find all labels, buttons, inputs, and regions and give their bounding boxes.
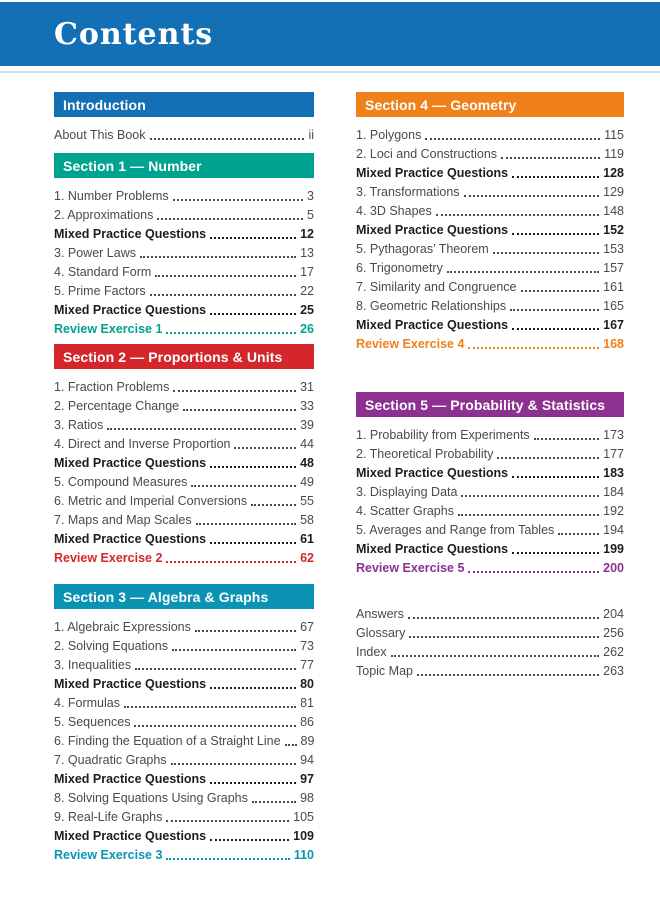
- toc-entry-page: 25: [300, 303, 314, 317]
- toc-entry-label: Review Exercise 4: [356, 337, 465, 351]
- leader-dots: [285, 744, 297, 746]
- leader-dots: [468, 571, 599, 573]
- toc-entry-page: 192: [603, 504, 624, 518]
- leader-dots: [210, 466, 296, 468]
- toc-entries: [54, 617, 314, 864]
- toc-mixed-practice-row: [356, 539, 624, 558]
- leader-dots: [436, 214, 599, 216]
- toc-entry-row: [54, 510, 314, 529]
- toc-entry-label: 7. Similarity and Congruence: [356, 280, 517, 294]
- toc-entry-page: 262: [603, 645, 624, 659]
- toc-mixed-practice-row: [54, 300, 314, 319]
- toc-entry-page: 109: [293, 829, 314, 843]
- toc-entry-page: 22: [300, 284, 314, 298]
- toc-entry-page: 48: [300, 456, 314, 470]
- toc-entry-page: 61: [300, 532, 314, 546]
- leader-dots: [497, 457, 599, 459]
- toc-entry-label: 1. Fraction Problems: [54, 380, 170, 394]
- toc-entry-page: 129: [603, 185, 624, 199]
- leader-dots: [196, 523, 297, 525]
- leader-dots: [493, 252, 599, 254]
- section-banner-introduction: Introduction: [54, 92, 314, 117]
- toc-entry-page: 17: [300, 265, 314, 279]
- toc-section-4-geometry: [356, 92, 624, 353]
- section-banner-5: Section 5 — Probability & Statistics: [356, 392, 624, 417]
- toc-entry-page: 44: [300, 437, 314, 451]
- toc-entry-page: 152: [603, 223, 624, 237]
- leader-dots: [464, 195, 600, 197]
- page-header-banner: [0, 2, 660, 66]
- toc-entry-page: 26: [300, 322, 314, 336]
- toc-entry-page: 204: [603, 607, 624, 621]
- toc-entry-row: [356, 661, 624, 680]
- toc-entry-page: 256: [603, 626, 624, 640]
- leader-dots: [166, 561, 296, 563]
- leader-dots: [134, 725, 296, 727]
- toc-entry-label: 5. Prime Factors: [54, 284, 146, 298]
- toc-entry-label: 1. Number Problems: [54, 189, 169, 203]
- leader-dots: [166, 820, 289, 822]
- toc-entry-label: 2. Approximations: [54, 208, 154, 222]
- section-banner-1: Section 1 — Number: [54, 153, 314, 178]
- toc-entry-page: 89: [300, 734, 315, 748]
- toc-entry-page: 168: [603, 337, 624, 351]
- toc-entry-label: 4. Formulas: [54, 696, 120, 710]
- leader-dots: [447, 271, 599, 273]
- toc-entry-label: 7. Quadratic Graphs: [54, 753, 167, 767]
- toc-entry-row: [356, 296, 624, 315]
- toc-entry-label: 2. Theoretical Probability: [356, 447, 494, 461]
- toc-entry-label: Index: [356, 645, 387, 659]
- toc-entry-label: Mixed Practice Questions: [356, 542, 509, 556]
- toc-entry-page: 167: [603, 318, 624, 332]
- leader-dots: [210, 782, 296, 784]
- toc-entry-page: 128: [603, 166, 624, 180]
- toc-entry-label: 6. Finding the Equation of a Straight Line: [54, 734, 281, 748]
- toc-entry-label: 5. Sequences: [54, 715, 131, 729]
- leader-dots: [210, 687, 296, 689]
- toc-entry-row: [54, 377, 314, 396]
- toc-entries: [356, 604, 624, 680]
- toc-entry-label: 3. Ratios: [54, 418, 104, 432]
- toc-entry-row: [356, 604, 624, 623]
- toc-entry-label: Review Exercise 2: [54, 551, 163, 565]
- toc-entry-row: [356, 239, 624, 258]
- toc-entry-label: Mixed Practice Questions: [356, 166, 509, 180]
- toc-entry-page: 119: [604, 147, 624, 161]
- leader-dots: [210, 839, 289, 841]
- toc-entry-label: Review Exercise 5: [356, 561, 465, 575]
- toc-entry-page: 73: [300, 639, 314, 653]
- toc-entry-page: 67: [300, 620, 314, 634]
- toc-entry-row: [54, 731, 314, 750]
- toc-entry-row: [54, 750, 314, 769]
- toc-entry-label: 2. Percentage Change: [54, 399, 180, 413]
- toc-entry-row: [54, 396, 314, 415]
- toc-entries: [356, 425, 624, 577]
- toc-entry-page: 31: [300, 380, 314, 394]
- toc-entry-page: 5: [307, 208, 314, 222]
- toc-mixed-practice-row: [54, 529, 314, 548]
- toc-entry-label: 7. Maps and Map Scales: [54, 513, 192, 527]
- toc-entry-page: 115: [604, 128, 624, 142]
- toc-entry-row: [356, 482, 624, 501]
- toc-entry-row: [356, 201, 624, 220]
- toc-entry-page: 80: [300, 677, 314, 691]
- toc-entry-row: [356, 144, 624, 163]
- toc-section-2-proportions-units: [54, 344, 314, 567]
- leader-dots: [191, 485, 296, 487]
- toc-entry-label: Mixed Practice Questions: [54, 829, 207, 843]
- leader-dots: [210, 237, 296, 239]
- toc-entry-row: [356, 425, 624, 444]
- toc-entry-row: [54, 636, 314, 655]
- toc-entry-row: [356, 520, 624, 539]
- toc-entry-label: Mixed Practice Questions: [356, 223, 509, 237]
- toc-entry-row: [54, 807, 314, 826]
- toc-entry-label: Review Exercise 3: [54, 848, 163, 862]
- toc-entry-page: 105: [293, 810, 314, 824]
- leader-dots: [534, 438, 599, 440]
- toc-entry-label: 3. Displaying Data: [356, 485, 458, 499]
- toc-section-endmatter: [356, 604, 624, 680]
- toc-entry-page: 39: [300, 418, 314, 432]
- toc-entry-page: 161: [603, 280, 624, 294]
- leader-dots: [468, 347, 599, 349]
- toc-section-1-number: [54, 153, 314, 338]
- toc-entry-row: [54, 617, 314, 636]
- toc-entry-row: [54, 125, 314, 144]
- toc-review-row: [54, 548, 314, 567]
- toc-entry-row: [54, 491, 314, 510]
- toc-entry-row: [356, 258, 624, 277]
- leader-dots: [107, 428, 296, 430]
- toc-entry-label: 5. Averages and Range from Tables: [356, 523, 555, 537]
- toc-entry-row: [54, 693, 314, 712]
- toc-entry-label: 4. Scatter Graphs: [356, 504, 454, 518]
- leader-dots: [425, 138, 600, 140]
- toc-entries: [54, 125, 314, 144]
- section-banner-4: Section 4 — Geometry: [356, 92, 624, 117]
- toc-entry-row: [54, 788, 314, 807]
- toc-entries: [54, 186, 314, 338]
- toc-entry-label: Mixed Practice Questions: [54, 456, 207, 470]
- leader-dots: [501, 157, 600, 159]
- leader-dots: [166, 332, 296, 334]
- toc-entry-row: [356, 642, 624, 661]
- toc-mixed-practice-row: [356, 163, 624, 182]
- toc-entry-page: 58: [300, 513, 314, 527]
- leader-dots: [234, 447, 296, 449]
- leader-dots: [417, 674, 599, 676]
- toc-entry-page: 86: [300, 715, 314, 729]
- toc-entry-label: 4. Direct and Inverse Proportion: [54, 437, 231, 451]
- toc-entry-page: 77: [300, 658, 314, 672]
- leader-dots: [183, 409, 296, 411]
- toc-entry-row: [54, 712, 314, 731]
- toc-mixed-practice-row: [54, 224, 314, 243]
- section-banner-3: Section 3 — Algebra & Graphs: [54, 584, 314, 609]
- toc-entry-label: Mixed Practice Questions: [54, 227, 207, 241]
- toc-entry-label: 5. Pythagoras’ Theorem: [356, 242, 489, 256]
- toc-entry-label: 4. Standard Form: [54, 265, 152, 279]
- toc-mixed-practice-row: [54, 769, 314, 788]
- toc-mixed-practice-row: [54, 674, 314, 693]
- leader-dots: [195, 630, 296, 632]
- toc-entry-label: Mixed Practice Questions: [54, 532, 207, 546]
- toc-entry-label: 3. Inequalities: [54, 658, 132, 672]
- toc-review-row: [356, 334, 624, 353]
- toc-entry-row: [54, 415, 314, 434]
- toc-mixed-practice-row: [54, 453, 314, 472]
- toc-entry-label: Mixed Practice Questions: [356, 466, 509, 480]
- toc-entry-page: 110: [293, 848, 314, 862]
- leader-dots: [150, 138, 305, 140]
- toc-entry-page: 165: [603, 299, 624, 313]
- leader-dots: [210, 313, 296, 315]
- leader-dots: [512, 176, 599, 178]
- toc-entry-page: 55: [300, 494, 314, 508]
- toc-entry-row: [54, 262, 314, 281]
- toc-section-introduction: [54, 92, 314, 144]
- toc-entry-label: 1. Algebraic Expressions: [54, 620, 191, 634]
- toc-entry-label: Mixed Practice Questions: [54, 677, 207, 691]
- toc-entry-label: 2. Loci and Constructions: [356, 147, 498, 161]
- leader-dots: [140, 256, 296, 258]
- toc-entry-label: 6. Metric and Imperial Conversions: [54, 494, 248, 508]
- section-banner-2: Section 2 — Proportions & Units: [54, 344, 314, 369]
- toc-entry-label: Mixed Practice Questions: [356, 318, 509, 332]
- toc-entry-page: 153: [603, 242, 624, 256]
- toc-entry-page: 81: [300, 696, 314, 710]
- leader-dots: [512, 233, 599, 235]
- toc-entry-page: 97: [300, 772, 314, 786]
- toc-entry-row: [356, 182, 624, 201]
- toc-entry-label: 5. Compound Measures: [54, 475, 188, 489]
- toc-entry-page: 13: [300, 246, 314, 260]
- leader-dots: [135, 668, 296, 670]
- toc-entry-label: Mixed Practice Questions: [54, 772, 207, 786]
- toc-entry-label: Topic Map: [356, 664, 413, 678]
- leader-dots: [512, 328, 599, 330]
- toc-entry-row: [54, 243, 314, 262]
- leader-dots: [173, 390, 296, 392]
- toc-entries: [356, 125, 624, 353]
- toc-entry-page: 184: [603, 485, 624, 499]
- toc-section-5-probability-statistics: [356, 392, 624, 577]
- toc-entry-row: [356, 125, 624, 144]
- toc-entry-page: 33: [300, 399, 314, 413]
- leader-dots: [521, 290, 600, 292]
- toc-entry-page: 62: [300, 551, 314, 565]
- toc-review-row: [356, 558, 624, 577]
- toc-entry-label: 8. Geometric Relationships: [356, 299, 507, 313]
- leader-dots: [210, 542, 296, 544]
- page-title: Contents: [54, 16, 214, 52]
- toc-entry-page: 94: [300, 753, 314, 767]
- toc-entry-row: [54, 655, 314, 674]
- toc-entry-page: 49: [300, 475, 314, 489]
- toc-entry-row: [356, 277, 624, 296]
- toc-review-row: [54, 845, 314, 864]
- toc-entry-label: 3. Transformations: [356, 185, 460, 199]
- toc-mixed-practice-row: [356, 220, 624, 239]
- toc-review-row: [54, 319, 314, 338]
- toc-entry-page: 177: [603, 447, 624, 461]
- leader-dots: [512, 552, 599, 554]
- toc-entry-label: Answers: [356, 607, 404, 621]
- toc-entry-label: 4. 3D Shapes: [356, 204, 432, 218]
- toc-entry-row: [54, 472, 314, 491]
- leader-dots: [171, 763, 297, 765]
- toc-entry-row: [356, 623, 624, 642]
- toc-entry-page: 98: [300, 791, 314, 805]
- toc-mixed-practice-row: [54, 826, 314, 845]
- toc-entry-label: 2. Solving Equations: [54, 639, 168, 653]
- toc-entry-label: Mixed Practice Questions: [54, 303, 207, 317]
- leader-dots: [391, 655, 600, 657]
- leader-dots: [166, 858, 289, 860]
- leader-dots: [408, 617, 599, 619]
- toc-entry-page: 199: [603, 542, 624, 556]
- toc-entry-page: 157: [603, 261, 624, 275]
- toc-entry-label: 8. Solving Equations Using Graphs: [54, 791, 248, 805]
- leader-dots: [458, 514, 599, 516]
- toc-entry-label: 1. Polygons: [356, 128, 422, 142]
- toc-entry-page: 183: [603, 466, 624, 480]
- toc-entry-page: 173: [603, 428, 624, 442]
- toc-mixed-practice-row: [356, 315, 624, 334]
- toc-entry-label: 9. Real-Life Graphs: [54, 810, 163, 824]
- leader-dots: [251, 504, 296, 506]
- leader-dots: [510, 309, 599, 311]
- leader-dots: [155, 275, 296, 277]
- leader-dots: [512, 476, 599, 478]
- toc-entry-page: 263: [603, 664, 624, 678]
- leader-dots: [157, 218, 303, 220]
- toc-entry-page: 12: [300, 227, 314, 241]
- toc-entry-row: [54, 434, 314, 453]
- toc-entry-row: [356, 501, 624, 520]
- toc-entry-row: [356, 444, 624, 463]
- leader-dots: [461, 495, 599, 497]
- toc-section-3-algebra-graphs: [54, 584, 314, 864]
- leader-dots: [252, 801, 296, 803]
- leader-dots: [172, 649, 296, 651]
- toc-entry-label: 1. Probability from Experiments: [356, 428, 530, 442]
- toc-entry-label: Review Exercise 1: [54, 322, 163, 336]
- leader-dots: [124, 706, 296, 708]
- toc-entry-label: 3. Power Laws: [54, 246, 136, 260]
- leader-dots: [409, 636, 599, 638]
- toc-entry-page: 148: [603, 204, 624, 218]
- toc-entry-page: 194: [603, 523, 624, 537]
- toc-entry-row: [54, 186, 314, 205]
- toc-entry-label: Glossary: [356, 626, 406, 640]
- toc-entries: [54, 377, 314, 567]
- toc-entry-row: [54, 205, 314, 224]
- leader-dots: [150, 294, 296, 296]
- toc-entry-row: [54, 281, 314, 300]
- leader-dots: [173, 199, 303, 201]
- leader-dots: [558, 533, 599, 535]
- toc-entry-label: About This Book: [54, 128, 146, 142]
- header-underline: [0, 71, 660, 73]
- toc-entry-page: 3: [307, 189, 314, 203]
- toc-mixed-practice-row: [356, 463, 624, 482]
- toc-entry-label: 6. Trigonometry: [356, 261, 443, 275]
- toc-entry-page: ii: [308, 128, 314, 142]
- toc-entry-page: 200: [603, 561, 624, 575]
